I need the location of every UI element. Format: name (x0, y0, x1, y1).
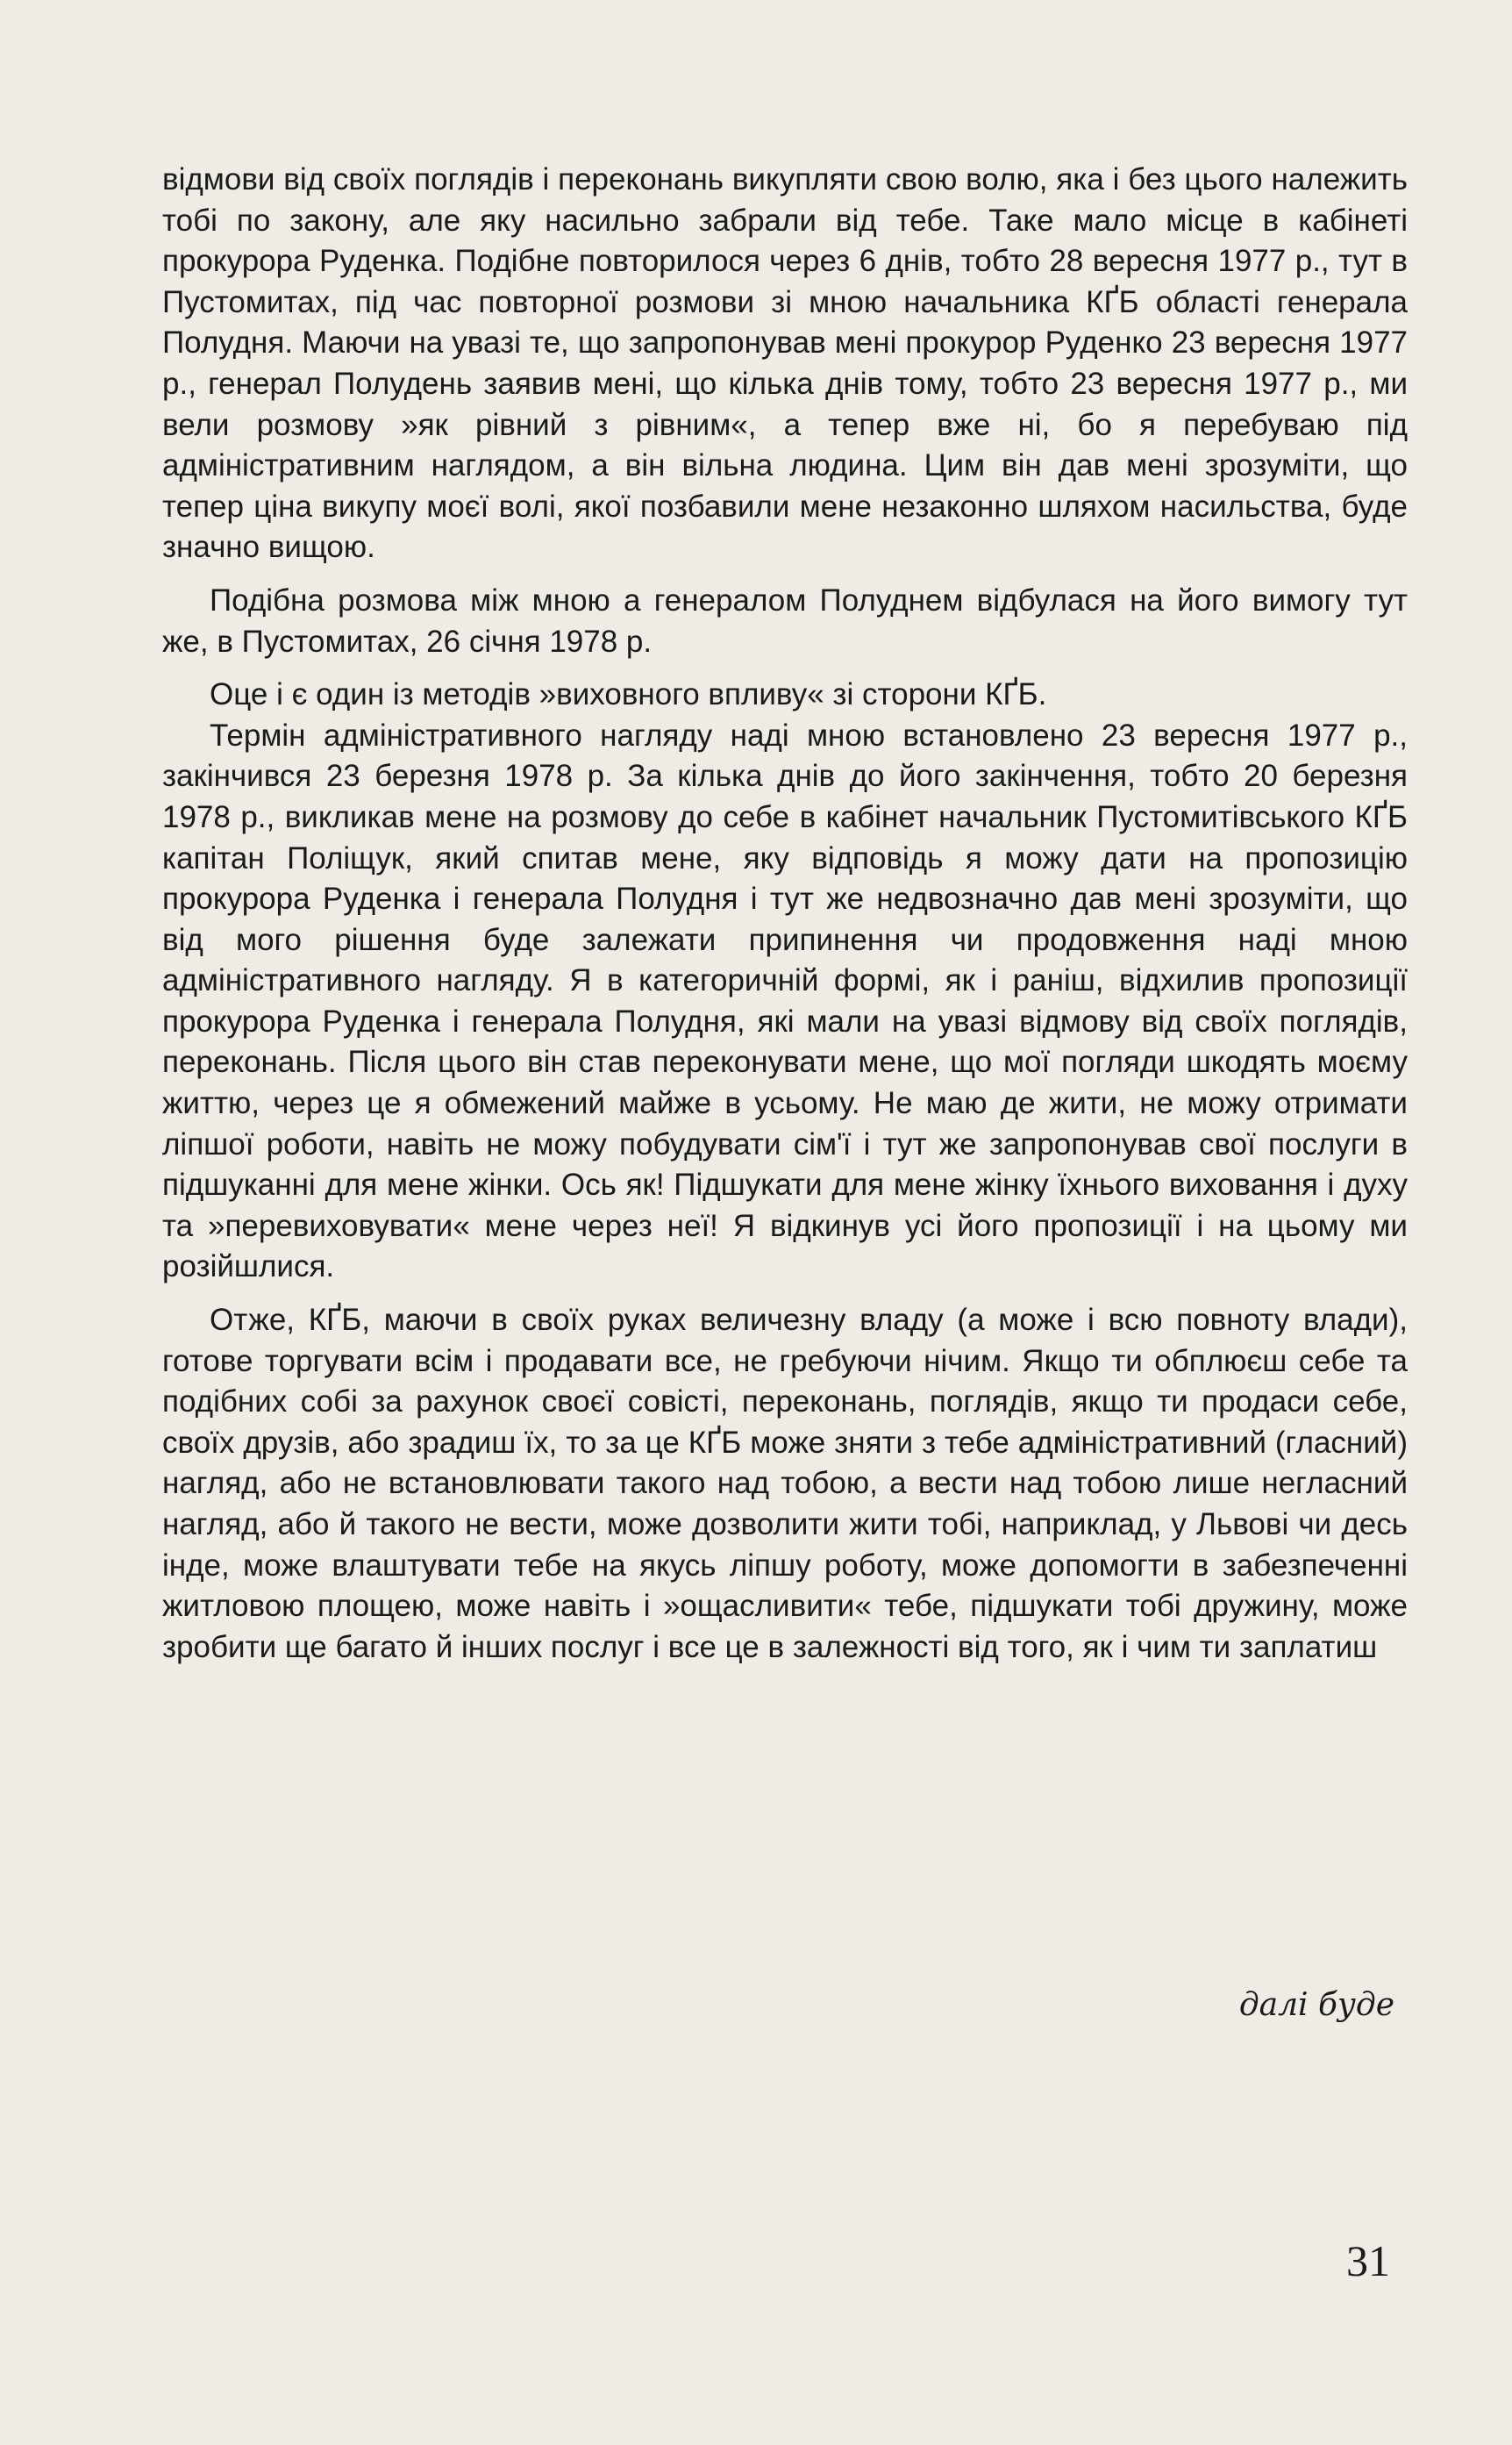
paragraph-5: Отже, КҐБ, маючи в своїх руках величезну владу (а може і всю повноту влади), готове торгувати всім і продавати все, не гребуючи нічим. Якщо ти обплюєш себе та подібних собі за рахунок своєї совісті, переконань, поглядів, якщо ти продаси себе, своїх друзів, або зрадиш їх, то за це КҐБ може зняти з тебе адміністративний (гласний) нагляд, або не встановлювати такого над тобою, а вести над тобою лише негласний нагляд, або й такого не вести, може дозволити жити тобі, наприклад, у Львові чи десь інде, може влаштувати тебе на якусь ліпшу роботу, може допомогти в забезпеченні житловою площею, може навіть і »ощасливити« тебе, підшукати тобі дружину, може зробити ще багато й інших послуг і все це в залежності від того, як і чим ти заплатиш (162, 1303, 1408, 1664)
paragraph-3: Оце і є один із методів »виховного впливу« зі сторони КҐБ. (210, 677, 1047, 712)
body-text (162, 160, 1408, 1668)
page-number: 31 (1346, 2236, 1390, 2285)
paragraph-4: Термін адміністративного нагляду наді мною встановлено 23 вересня 1977 р., закінчився 23 березня 1978 р. За кілька днів до його закінчення, тобто 20 березня 1978 р., викликав мене на розмову до себе в кабінет начальник Пустомитівського КҐБ капітан Поліщук, який спитав мене, яку відповідь я можу дати на пропозицію прокурора Руденка і генерала Полудня і тут же недвозначно дав мені зрозуміти, що від мого рішення буде залежати припинення чи продовження наді мною адміністративного нагляду. Я в категоричній формі, як і раніш, відхилив пропозиції прокурора Руденка і генерала Полудня, які мали на увазі відмову від своїх поглядів, переконань. Після цього він став переконувати мене, що мої погляди шкодять моєму життю, через це я обмежений майже в усьому. Не маю де жити, не можу отримати ліпшої роботи, навіть не можу побудувати сім'ї і тут же запропонував свої послуги в підшуканні для мене жінки. Ось як! Підшукати для мене жінку їхнього виховання і духу та »перевиховувати« мене через неї! Я відкинув усі його пропозиції і на цьому ми розійшлися. (162, 718, 1408, 1284)
paragraph-1: відмови від своїх поглядів і переконань викупляти свою волю, яка і без цього належить тобі по закону, але яку насильно забрали від тебе. Таке мало місце в кабінеті прокурора Руденка. Подібне повторилося через 6 днів, тобто 28 вересня 1977 р., тут в Пустомитах, під час повторної розмови зі мною начальника КҐБ області генерала Полудня. Маючи на увазі те, що запропонував мені прокурор Руденко 23 вересня 1977 р., генерал Полудень заявив мені, що кілька днів тому, тобто 23 вересня 1977 р., ми вели розмову »як рівний з рівним«, а тепер вже ні, бо я перебуваю під адміністративним наглядом, а він вільна людина. Цим він дав мені зрозуміти, що тепер ціна викупу моєї волі, якої позбавили мене незаконно шляхом насильства, буде значно вищою. (162, 162, 1408, 565)
paragraph-2: Подібна розмова між мною а генералом Полуднем відбулася на його вимогу тут же, в Пустомитах, 26 січня 1978 р. (162, 583, 1408, 659)
continued-label: далі буде (1238, 1987, 1394, 2023)
